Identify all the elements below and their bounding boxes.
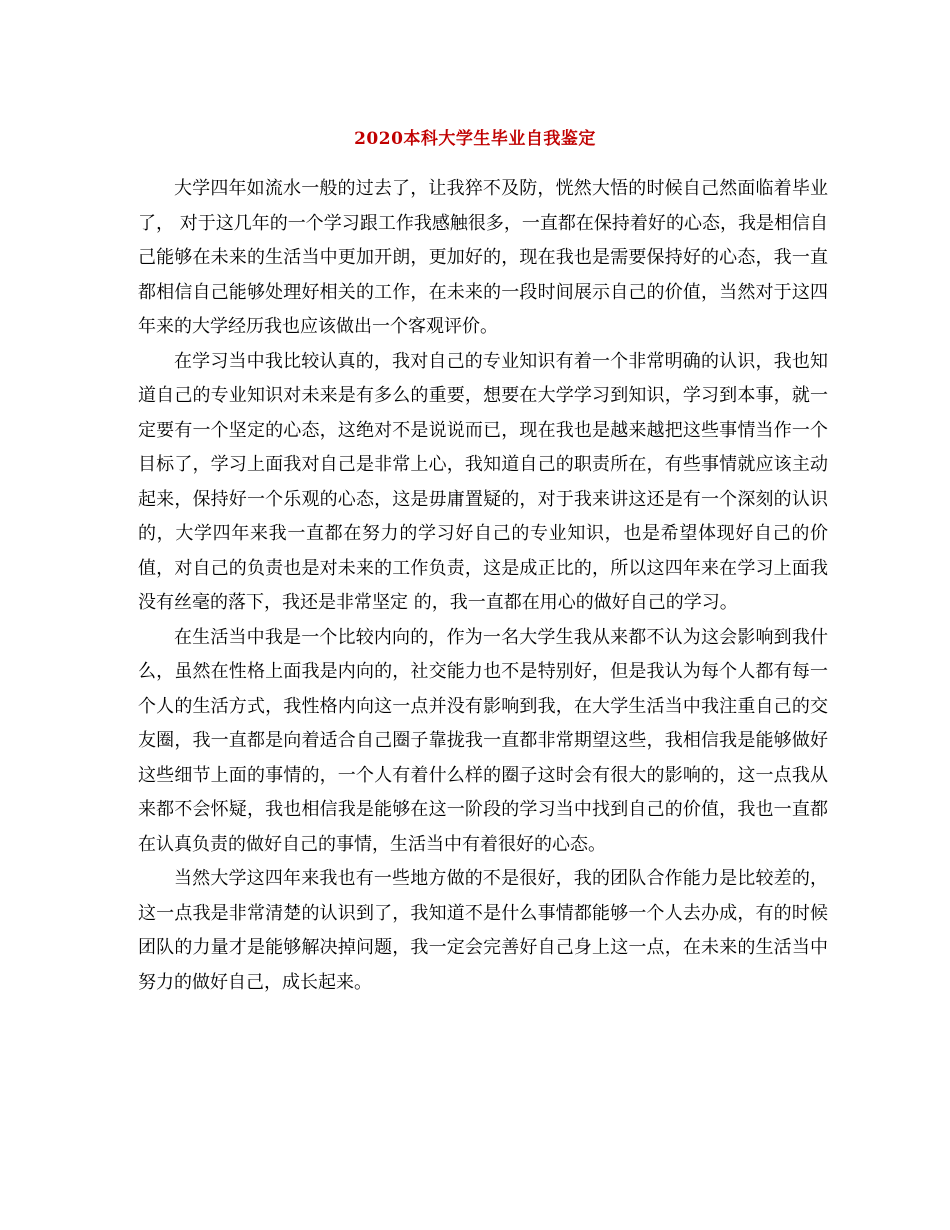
paragraph-teamwork: 当然大学这四年来我也有一些地方做的不是很好，我的团队合作能力是比较差的，这一点我是非常清楚的认识到了，我知道不是什么事情都能够一个人去办成，有的时候团队的力量才是能够解决掉问题，我一定会完善好自己身上这一点，在未来的生活当中努力的做好自己，成长起来。 [138, 868, 828, 993]
paragraph-intro: 大学四年如流水一般的过去了，让我猝不及防，恍然大悟的时候自己然面临着毕业了， 对于这几年的一个学习跟工作我感触很多，一直都在保持着好的心态，我是相信自己能够在未来的生活当中更加开朗，更加好的，现在我也是需要保持好的心态，我一直都相信自己能够处理好相关的工作，在未来的一段时间展示自己的价值，当然对于这四年来的大学经历我也应该做出一个客观评价。 [138, 178, 828, 337]
paragraph-life: 在生活当中我是一个比较内向的，作为一名大学生我从来都不认为这会影响到我什么，虽然在性格上面我是内向的，社交能力也不是特别好，但是我认为每个人都有每一个人的生活方式，我性格内向这一点并没有影响到我，在大学生活当中我注重自己的交友圈，我一直都是向着适合自己圈子靠拢我一直都非常期望这些，我相信我是能够做好这些细节上面的事情的，一个人有着什么样的圈子这时会有很大的影响的，这一点我从来都不会怀疑，我也相信我是能够在这一阶段的学习当中找到自己的价值，我也一直都在认真负责的做好自己的事情，生活当中有着很好的心态。 [138, 626, 828, 855]
document-title: 2020本科大学生毕业自我鉴定 [354, 129, 596, 149]
document-body [138, 172, 828, 1000]
paragraph-study: 在学习当中我比较认真的，我对自己的专业知识有着一个非常明确的认识，我也知道自己的专业知识对未来是有多么的重要，想要在大学学习到知识，学习到本事，就一定要有一个坚定的心态，这绝对不是说说而已，现在我也是越来越把这些事情当作一个目标了，学习上面我对自己是非常上心，我知道自己的职责所在，有些事情就应该主动起来，保持好一个乐观的心态，这是毋庸置疑的，对于我来讲这还是有一个深刻的认识的，大学四年来我一直都在努力的学习好自己的专业知识，也是希望体现好自己的价值，对自己的负责也是对未来的工作负责，这是成正比的，所以这四年来在学习上面我没有丝毫的落下，我还是非常坚定 的，我一直都在用心的做好自己的学习。 [138, 350, 828, 613]
